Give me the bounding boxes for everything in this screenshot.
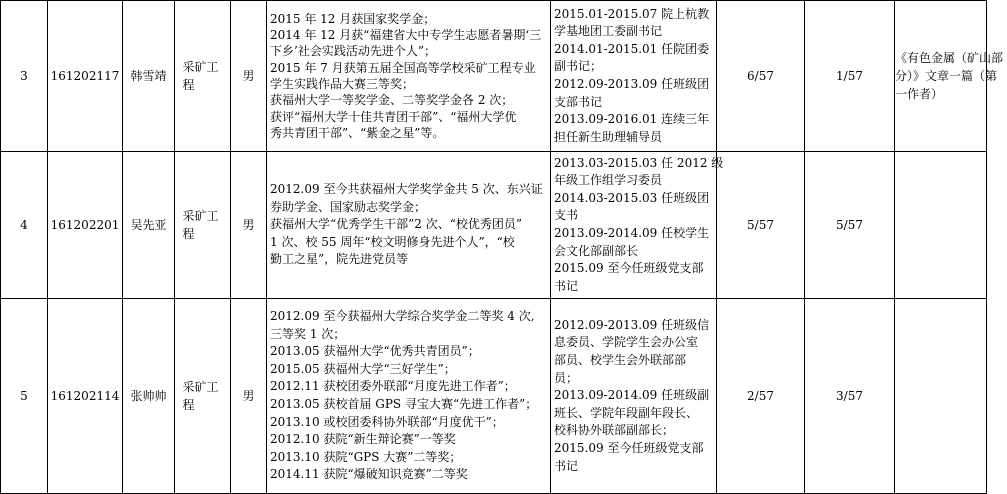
positions-cell [551,152,724,299]
awards-list [267,308,550,484]
major: 采矿工程 [182,60,219,92]
row-index: 4 [1,152,48,299]
awards-cell [267,299,551,494]
position-line: 息委员、学院学生会办公室 [554,335,699,350]
position-line: 校科协外联部副部长； [554,423,675,438]
student-id: 161202201 [48,152,123,299]
award-line: 2015 年 12 月获国家奖学金； [270,11,436,26]
position-line: 2015.09 至今任班级党支部 [554,261,704,276]
remark-cell [895,152,987,299]
award-line: 2012.11 获校团委外联部“月度先进工作者”； [270,379,516,394]
student-name: 吴先亚 [123,152,175,299]
position-line: 书记 [554,458,579,473]
remark-cell [895,1,1004,152]
award-line: 1 次、校 55 周年“校文明修身先进个人”，“校 [270,234,515,249]
award-line: 2012.09 至今获福州大学综合奖学金二等奖 4 次, [270,309,535,324]
rank-1: 2/57 [717,299,805,494]
rank-2: 1/57 [805,1,895,152]
awards-cell [267,152,551,299]
position-line: 学基地团工委副书记 [554,24,663,39]
position-line: 员； [554,370,579,385]
position-line: 班长、学院年段副年段长、 [554,405,699,420]
award-line: 券助学金、国家励志奖学金； [270,199,427,214]
award-line: 2013.10 获院“GPS 大赛”二等奖； [270,449,462,464]
positions-cell [551,1,717,152]
award-line: 秀共青团干部”、“紫金之星”等。 [270,125,445,140]
table-row [1,299,987,494]
row-index: 3 [1,1,48,152]
award-line: 2012.09 至今共获福州大学奖学金共 5 次、东兴证 [270,182,543,197]
award-line: 下乡’社会实践活动先进个人”； [270,44,436,59]
positions-list [551,6,716,147]
award-line: 2015.05 获福州大学“三好学生”； [270,361,456,376]
award-line: 2014.11 获院“爆破知识竞赛”二等奖 [270,467,468,482]
gender: 男 [231,299,267,494]
table-row [1,152,987,299]
position-line: 2013.09-2016.01 连续三年 [554,112,710,127]
table-row [1,1,987,152]
major: 采矿工程 [182,380,219,412]
award-line: 获福州大学一等奖学金、二等奖学金各 2 次； [270,93,514,108]
position-line: 2013.09-2014.09 任班级副 [554,388,710,403]
position-line: 2013.03-2015.03 任 2012 级 [554,155,724,170]
remark-cell [895,299,987,494]
major: 采矿工程 [182,209,219,241]
position-line: 副书记； [554,59,603,74]
positions-list [551,317,716,475]
award-line: 获评“福州大学十佳共青团干部”、“福州大学优 [270,109,517,124]
rank-1: 5/57 [717,152,805,299]
gender: 男 [231,1,267,152]
major-cell [175,1,231,152]
student-name: 韩雪靖 [123,1,175,152]
positions-cell [551,299,717,494]
award-line: 2013.05 获福州大学“优秀共青团员”； [270,344,480,359]
position-line: 支书 [554,208,579,223]
position-line: 2012.09-2013.09 任班级团 [554,77,710,91]
rank-1: 6/57 [717,1,805,152]
gender: 男 [231,152,267,299]
award-line: 2012.10 获院“新生辩论赛”一等奖 [270,432,456,447]
position-line: 支部书记 [554,94,603,109]
position-line: 2013.09-2014.09 任校学生 [554,226,710,240]
student-id: 161202117 [48,1,123,152]
position-line: 2014.01-2015.01 任院团委 [554,41,710,56]
positions-list [551,155,724,296]
position-line: 年级工作组学习委员 [554,173,663,188]
award-line: 学生实践作品大赛三等奖； [270,77,415,91]
rank-2: 5/57 [805,152,895,299]
award-line: 三等奖 1 次； [270,326,346,341]
row-index: 5 [1,299,48,494]
position-line: 担任新生助理辅导员 [554,129,663,144]
position-line: 2015.01-2015.07 院上杭教 [554,6,710,21]
position-line: 会文化部副部长 [554,243,639,258]
student-id: 161202114 [48,299,123,494]
major-cell [175,152,231,299]
awards-list [267,181,550,269]
award-line: 勤工之星”，院先进党员等 [270,252,409,267]
student-name: 张帅帅 [123,299,175,494]
award-line: 2013.05 获校首届 GPS 寻宝大赛“先进工作者”； [270,397,538,411]
position-line: 2015.09 至今任班级党支部 [554,440,704,455]
position-line: 部员、校学生会外联部部 [554,353,687,368]
awards-cell [267,1,551,152]
award-line: 2014 年 12 月获“福建省大中专学生志愿者暑期‘三 [270,28,542,43]
remark: 《有色金属（矿山部分）》文章一篇（第一作者） [895,51,1004,101]
award-line: 2015 年 7 月获第五届全国高等学校采矿工程专业 [270,60,536,75]
position-line: 2012.09-2013.09 任班级信 [554,317,710,332]
awards-list [267,11,550,141]
rank-2: 3/57 [805,299,895,494]
major-cell [175,299,231,494]
award-line: 2013.10 或校团委科协外联部“月度优干”； [270,414,504,429]
position-line: 书记 [554,278,579,293]
position-line: 2014.03-2015.03 任班级团 [554,190,710,205]
award-line: 获福州大学“优秀学生干部”2 次、“校优秀团员” [270,217,522,232]
